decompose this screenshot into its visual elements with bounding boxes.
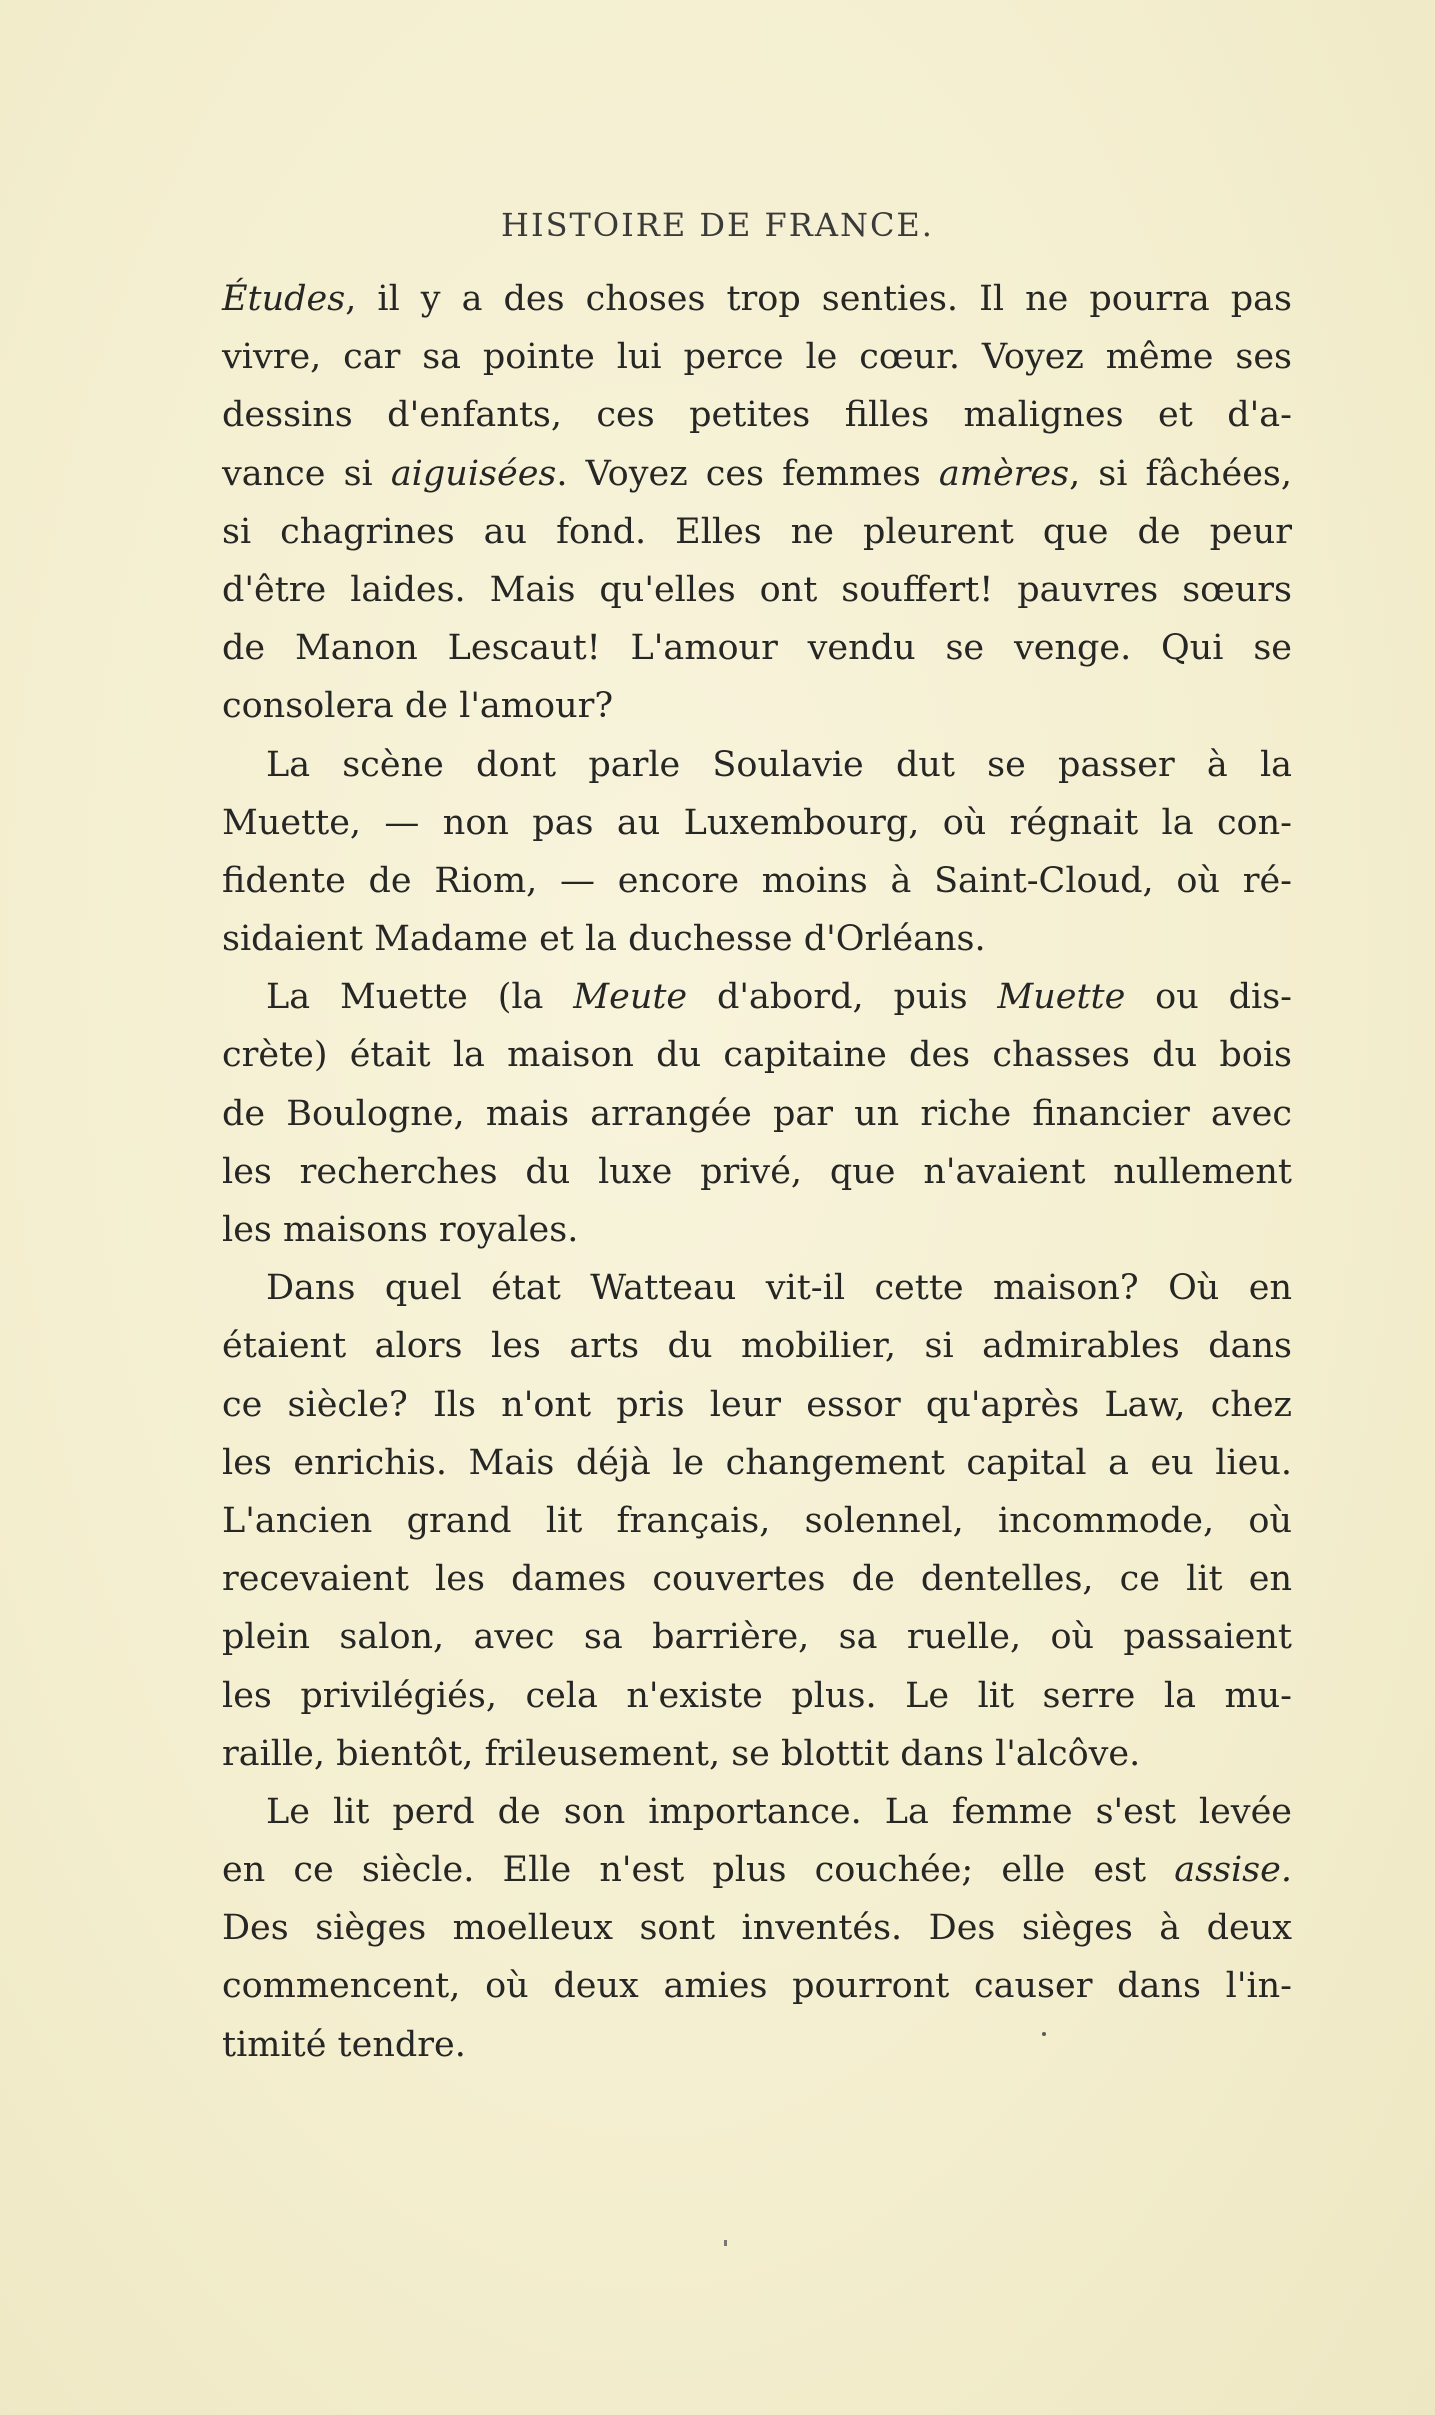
text-line: Études, il y a des choses trop senties. Il ne pourra pas bbox=[222, 279, 1292, 319]
text-line: en ce siècle. Elle n'est plus couchée; elle est assise. bbox=[222, 1850, 1292, 1891]
text-line: étaient alors les arts du mobilier, si admirables dans bbox=[222, 1326, 1292, 1367]
text-line: fidente de Riom, — encore moins à Saint-Cloud, où ré- bbox=[222, 860, 1292, 901]
text-line: Le lit perd de son importance. La femme s'est levée bbox=[266, 1791, 1292, 1832]
text-line: les enrichis. Mais déjà le changement capital a eu lieu. bbox=[222, 1442, 1292, 1483]
text-line: ce siècle? Ils n'ont pris leur essor qu'après Law, chez bbox=[222, 1384, 1292, 1425]
text-line: La Muette (la Meute d'abord, puis Muette ou dis- bbox=[266, 977, 1292, 1018]
ink-speck bbox=[724, 2240, 727, 2246]
text-line: les privilégiés, cela n'existe plus. Le lit serre la mu- bbox=[222, 1675, 1292, 1716]
text-line: Des sièges moelleux sont inventés. Des sièges à deux bbox=[222, 1908, 1292, 1949]
text-line: de Manon Lescaut! L'amour vendu se venge. Qui se bbox=[222, 628, 1292, 669]
text-line: consolera de l'amour? bbox=[222, 686, 614, 727]
text-line: dessins d'enfants, ces petites filles malignes et d'a- bbox=[222, 395, 1292, 436]
text-line: plein salon, avec sa barrière, sa ruelle, où passaient bbox=[222, 1617, 1292, 1658]
text-line: La scène dont parle Soulavie dut se passer à la bbox=[266, 744, 1292, 785]
text-line: recevaient les dames couvertes de dentelles, ce lit en bbox=[222, 1559, 1292, 1600]
body-text bbox=[222, 270, 1292, 2074]
text-line: raille, bientôt, frileusement, se blottit dans l'alcôve. bbox=[222, 1733, 1141, 1774]
text-line: vivre, car sa pointe lui perce le cœur. Voyez même ses bbox=[222, 337, 1292, 378]
text-line: d'être laides. Mais qu'elles ont souffert! pauvres sœurs bbox=[222, 569, 1292, 610]
text-line: vance si aiguisées. Voyez ces femmes amères, si fâchées, bbox=[222, 453, 1292, 494]
text-line: L'ancien grand lit français, solennel, incommode, où bbox=[222, 1500, 1292, 1541]
text-line: Muette, — non pas au Luxembourg, où régnait la con- bbox=[222, 802, 1292, 843]
text-line: timité tendre. bbox=[222, 2024, 466, 2065]
text-line: sidaient Madame et la duchesse d'Orléans. bbox=[222, 919, 986, 960]
text-line: commencent, où deux amies pourront causer dans l'in- bbox=[222, 1966, 1292, 2007]
ink-speck bbox=[1042, 2032, 1046, 2036]
text-line: crète) était la maison du capitaine des chasses du bois bbox=[222, 1035, 1292, 1076]
text-line: de Boulogne, mais arrangée par un riche financier avec bbox=[222, 1093, 1292, 1134]
text-line: les recherches du luxe privé, que n'avaient nullement bbox=[222, 1151, 1292, 1192]
text-line: si chagrines au fond. Elles ne pleurent que de peur bbox=[222, 511, 1292, 552]
running-head: HISTOIRE DE FRANCE. bbox=[501, 206, 934, 244]
text-line: Dans quel état Watteau vit-il cette maison? Où en bbox=[266, 1268, 1292, 1309]
text-line: les maisons royales. bbox=[222, 1210, 579, 1250]
